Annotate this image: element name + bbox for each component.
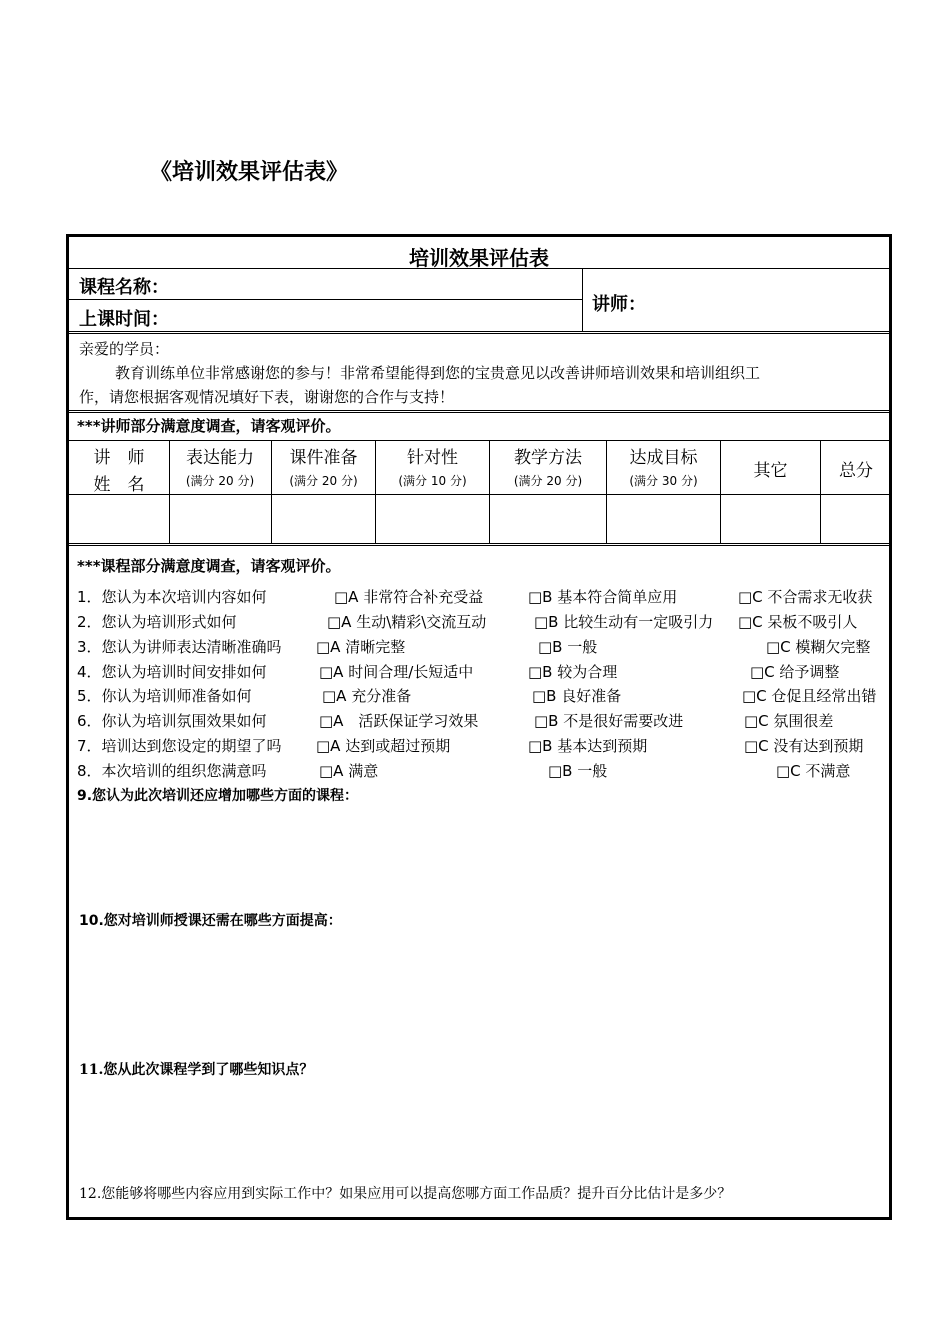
- divider: [69, 494, 889, 495]
- th-expression: 表达能力 (满分 20 分): [185, 448, 255, 488]
- intro-line-1: 教育训练单位非常感谢您的参与！非常希望能得到您的宝贵意见以改善讲师培训效果和培训组织工: [115, 364, 761, 382]
- instructor-section-title: ***讲师部分满意度调查，请客观评价。: [77, 417, 341, 435]
- question-10: 10.您对培训师授课还需在哪些方面提高：: [79, 913, 342, 929]
- divider: [169, 440, 170, 544]
- question-11: 11.您从此次课程学到了哪些知识点？: [79, 1062, 314, 1078]
- divider: [375, 440, 376, 544]
- divider: [489, 440, 490, 544]
- course-name-label: 课程名称：: [79, 277, 169, 298]
- th-relevance: 针对性 (满分 10 分): [398, 448, 467, 488]
- greeting: 亲爱的学员：: [79, 340, 170, 358]
- document-title: 《培训效果评估表》: [150, 160, 349, 185]
- divider: [820, 440, 821, 544]
- th-instructor-name: 讲 师 姓 名: [93, 448, 145, 495]
- class-time-label: 上课时间：: [79, 309, 169, 330]
- divider: [69, 543, 889, 546]
- th-total: 总分: [839, 461, 873, 481]
- question-9: 9.您认为此次培训还应增加哪些方面的课程：: [77, 788, 359, 804]
- course-section-title: ***课程部分满意度调查，请客观评价。: [77, 557, 341, 575]
- th-goal: 达成目标 (满分 30 分): [629, 448, 698, 488]
- form-title: 培训效果评估表: [409, 246, 549, 270]
- divider: [582, 268, 583, 332]
- instructor-label: 讲师：: [592, 294, 646, 315]
- th-method: 教学方法 (满分 20 分): [513, 448, 583, 488]
- th-courseware: 课件准备 (满分 20 分): [289, 448, 358, 488]
- divider: [69, 299, 583, 300]
- question-12: 12.您能够将哪些内容应用到实际工作中？如果应用可以提高您哪方面工作品质？提升百分比估计是多少？: [79, 1186, 732, 1202]
- evaluation-form: 培训效果评估表 课程名称： 上课时间： 讲师： 亲爱的学员： 教育训练单位非常感谢您的参与！非常希望能得到您的宝贵意见以改善讲师培训效果和培训组织工 作，请您根据客观情况填好下表，谢谢您的合作与支持！ ***讲师部分满意度调查，请客观评价。 讲 师 姓 名 表达能力 (满分 20 分) 课件准备 (满分 20 分) 针对性 (满分 10 分) 教学方法 (满分 20 分) 达成目标 (满分 30 分) 其它 总分 ***课程部分满意度调查，请客观评价。 1．您认为本次培训内容如何 □A 非常符合补充受益 □B 基本符合简单应用 □C 不合需求无收获 2．您认为培训形式如何 □A 生动\精彩\交流互动 □B 比较生动有一定吸引力 □C 呆板不吸引人 3．您认为讲师表达清晰准确吗 □A 清晰完整 □B 一般 □C 模糊欠完整 4．您认为培训时间安排如何 □A 时间合理/长短适中 □B 较为合理 □C 给予调整 5．你认为培训师准备如何 □A 充分准备 □B 良好准备 □C 仓促且经常出错 6．你认为培训氛围效果如何 □A 活跃保证学习效果 □B 不是很好需要改进 □C 氛围很差 7．培训达到您设定的期望了吗 □A 达到或超过预期 □B 基本达到预期 □C 没有达到预期 8．本次培训的组织您满意吗 □A 满意 □B 一般 □C 不满意 9.您认为此次培训还应增加哪些方面的课程： 10.您对培训师授课还需在哪些方面提高： 11.您从此次课程学到了哪些知识点？ 12.您能够将哪些内容应用到实际工作中？如果应用可以提高您哪方面工作品质？提升百分比估计是多少？: [66, 234, 892, 1220]
- intro-line-2: 作，请您根据客观情况填好下表，谢谢您的合作与支持！: [79, 388, 455, 406]
- divider: [271, 440, 272, 544]
- divider: [69, 440, 889, 441]
- th-other: 其它: [753, 461, 788, 481]
- divider: [69, 268, 889, 269]
- divider: [606, 440, 607, 544]
- divider: [69, 410, 889, 413]
- divider: [69, 331, 889, 334]
- divider: [720, 440, 721, 544]
